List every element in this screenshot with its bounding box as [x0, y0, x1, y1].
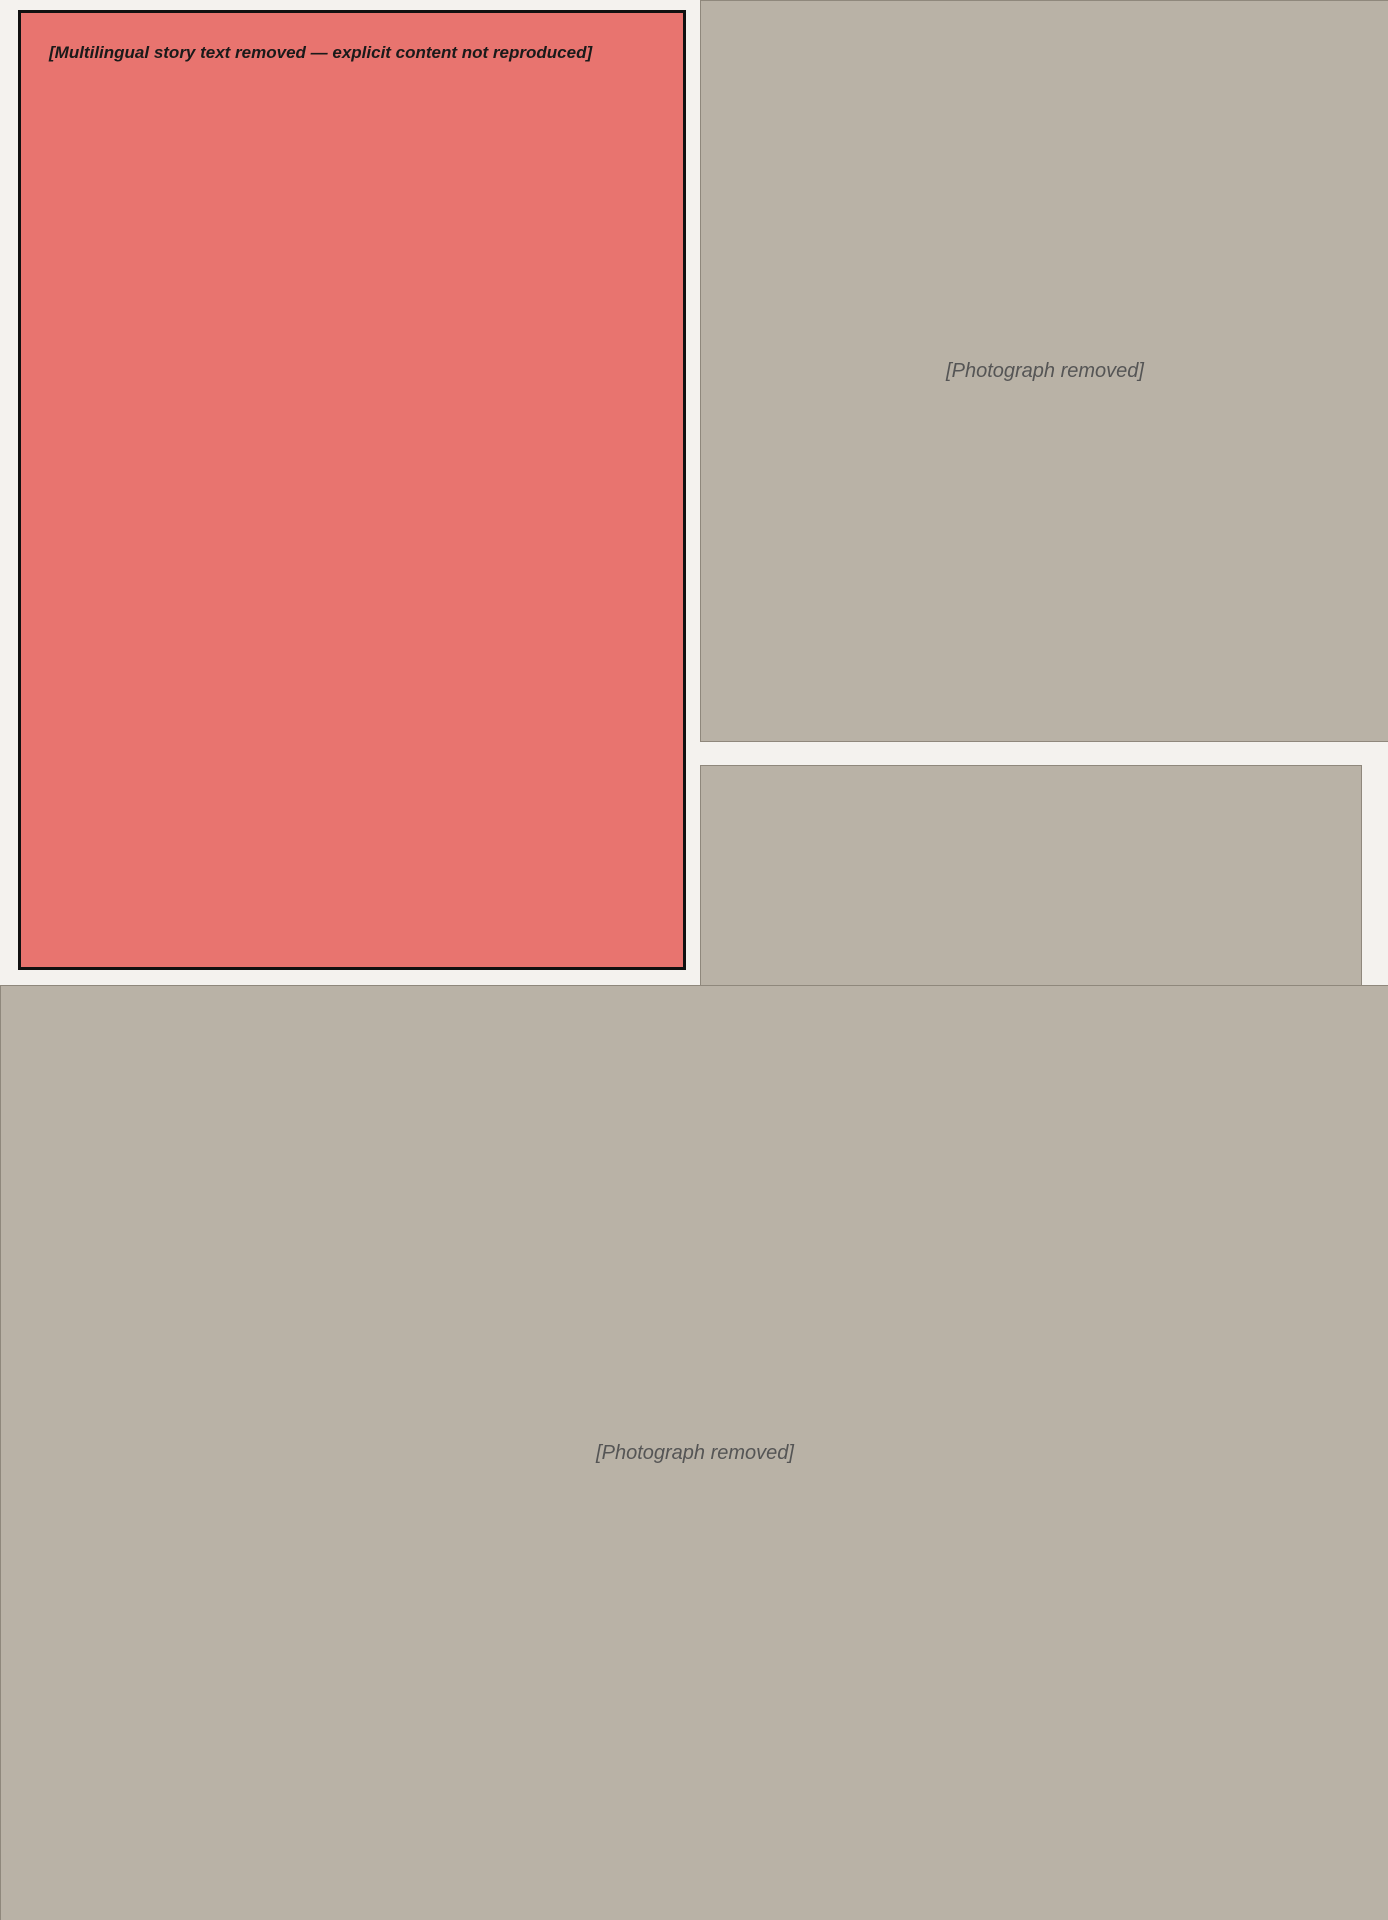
redacted-photo-note: [Photograph removed]: [946, 359, 1144, 382]
story-textbox: [18, 10, 686, 970]
redacted-text-note: [Multilingual story text removed — explicit content not reproduced]: [49, 43, 593, 62]
redacted-photo-note: [Photograph removed]: [596, 1442, 794, 1464]
photo-placeholder-top-right: [700, 0, 1388, 742]
photo-placeholder-bottom: [0, 985, 1388, 1920]
